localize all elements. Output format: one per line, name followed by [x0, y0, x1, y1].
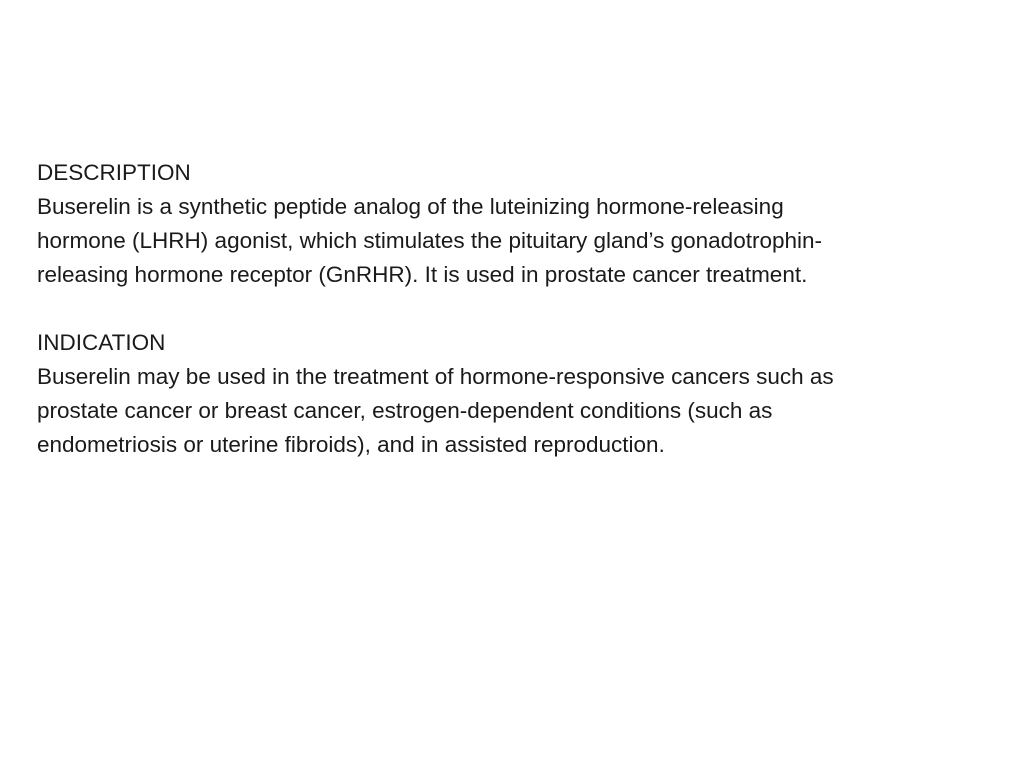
- indication-section: [37, 326, 997, 462]
- description-line: Buserelin is a synthetic peptide analog of the luteinizing hormone-releasing: [37, 194, 784, 219]
- slide-content: [37, 156, 997, 462]
- indication-line: endometriosis or uterine fibroids), and in assisted reproduction.: [37, 432, 665, 457]
- description-line: hormone (LHRH) agonist, which stimulates the pituitary gland’s gonadotrophin-: [37, 228, 822, 253]
- indication-line: Buserelin may be used in the treatment of hormone-responsive cancers such as: [37, 364, 834, 389]
- indication-heading: INDICATION: [37, 330, 166, 355]
- description-section: [37, 156, 997, 292]
- description-heading: DESCRIPTION: [37, 160, 191, 185]
- description-line: releasing hormone receptor (GnRHR). It is used in prostate cancer treatment.: [37, 262, 808, 287]
- indication-line: prostate cancer or breast cancer, estrogen-dependent conditions (such as: [37, 398, 773, 423]
